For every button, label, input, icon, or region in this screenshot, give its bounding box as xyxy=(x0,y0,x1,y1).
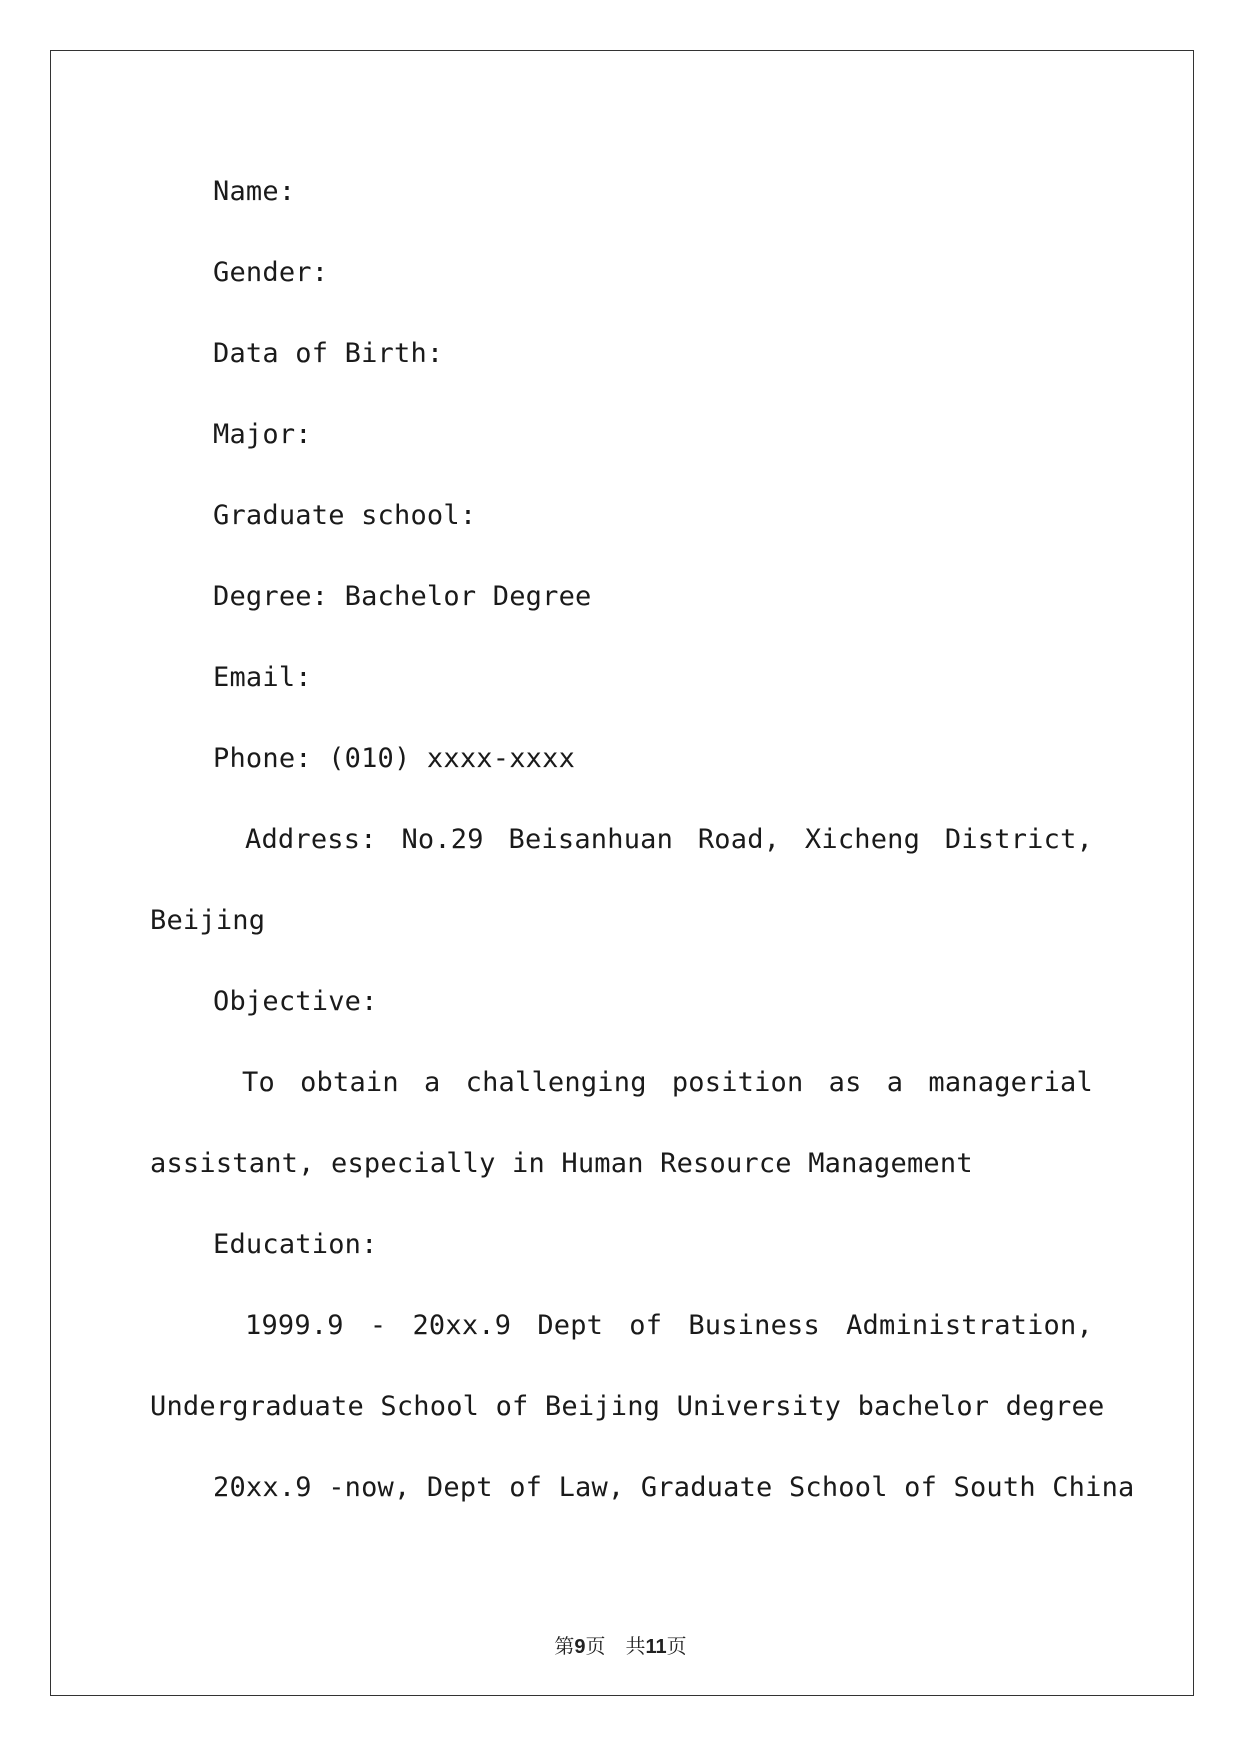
email-field: Email: xyxy=(213,662,312,693)
address-word: Xicheng xyxy=(804,824,921,855)
graduate-school-field: Graduate school: xyxy=(213,500,477,531)
page-number-footer xyxy=(0,1630,1241,1659)
education-word: 1999.9 xyxy=(245,1310,344,1341)
total-suffix: 页 xyxy=(666,1634,687,1658)
objective-heading: Objective: xyxy=(213,986,378,1017)
address-word: Road, xyxy=(697,824,781,855)
education-word: - xyxy=(369,1310,387,1341)
education-entry-1-continuation: Undergraduate School of Beijing University bachelor degree xyxy=(150,1391,1105,1422)
objective-word: obtain xyxy=(300,1067,399,1098)
address-word: Address: xyxy=(245,824,377,855)
total-page-number: 11 xyxy=(645,1636,667,1658)
gender-field: Gender: xyxy=(213,257,329,288)
education-word: Dept xyxy=(537,1310,604,1341)
page-border xyxy=(50,50,1194,1696)
page-prefix: 第 xyxy=(554,1634,575,1658)
education-word: Business xyxy=(688,1310,820,1341)
education-entry-1 xyxy=(150,1309,1093,1343)
education-word: Administration, xyxy=(846,1310,1093,1341)
address-word: No.29 xyxy=(401,824,484,855)
objective-word: challenging xyxy=(465,1067,647,1098)
objective-line xyxy=(150,1066,1093,1100)
objective-continuation: assistant, especially in Human Resource Management xyxy=(150,1148,973,1179)
dob-field: Data of Birth: xyxy=(213,338,444,369)
total-prefix: 共 xyxy=(625,1634,646,1658)
education-heading: Education: xyxy=(213,1229,378,1260)
address-continuation: Beijing xyxy=(150,905,266,936)
objective-word: managerial xyxy=(928,1067,1093,1098)
current-page-number: 9 xyxy=(574,1636,586,1658)
phone-field: Phone: (010) xxxx-xxxx xyxy=(213,743,576,774)
objective-word: as xyxy=(828,1067,862,1098)
address-word: District, xyxy=(944,824,1093,855)
degree-field: Degree: Bachelor Degree xyxy=(213,581,592,612)
education-word: 20xx.9 xyxy=(412,1310,512,1341)
objective-word: a xyxy=(424,1067,441,1098)
major-field: Major: xyxy=(213,419,312,450)
name-field: Name: xyxy=(213,176,296,207)
objective-word: To xyxy=(242,1067,275,1098)
education-word: of xyxy=(629,1310,663,1341)
page-suffix: 页 xyxy=(585,1634,606,1658)
address-line xyxy=(150,823,1093,857)
education-entry-2: 20xx.9 -now, Dept of Law, Graduate School of South China xyxy=(213,1472,1135,1503)
objective-word: position xyxy=(671,1067,804,1098)
address-word: Beisanhuan xyxy=(508,824,674,855)
objective-word: a xyxy=(886,1067,904,1098)
